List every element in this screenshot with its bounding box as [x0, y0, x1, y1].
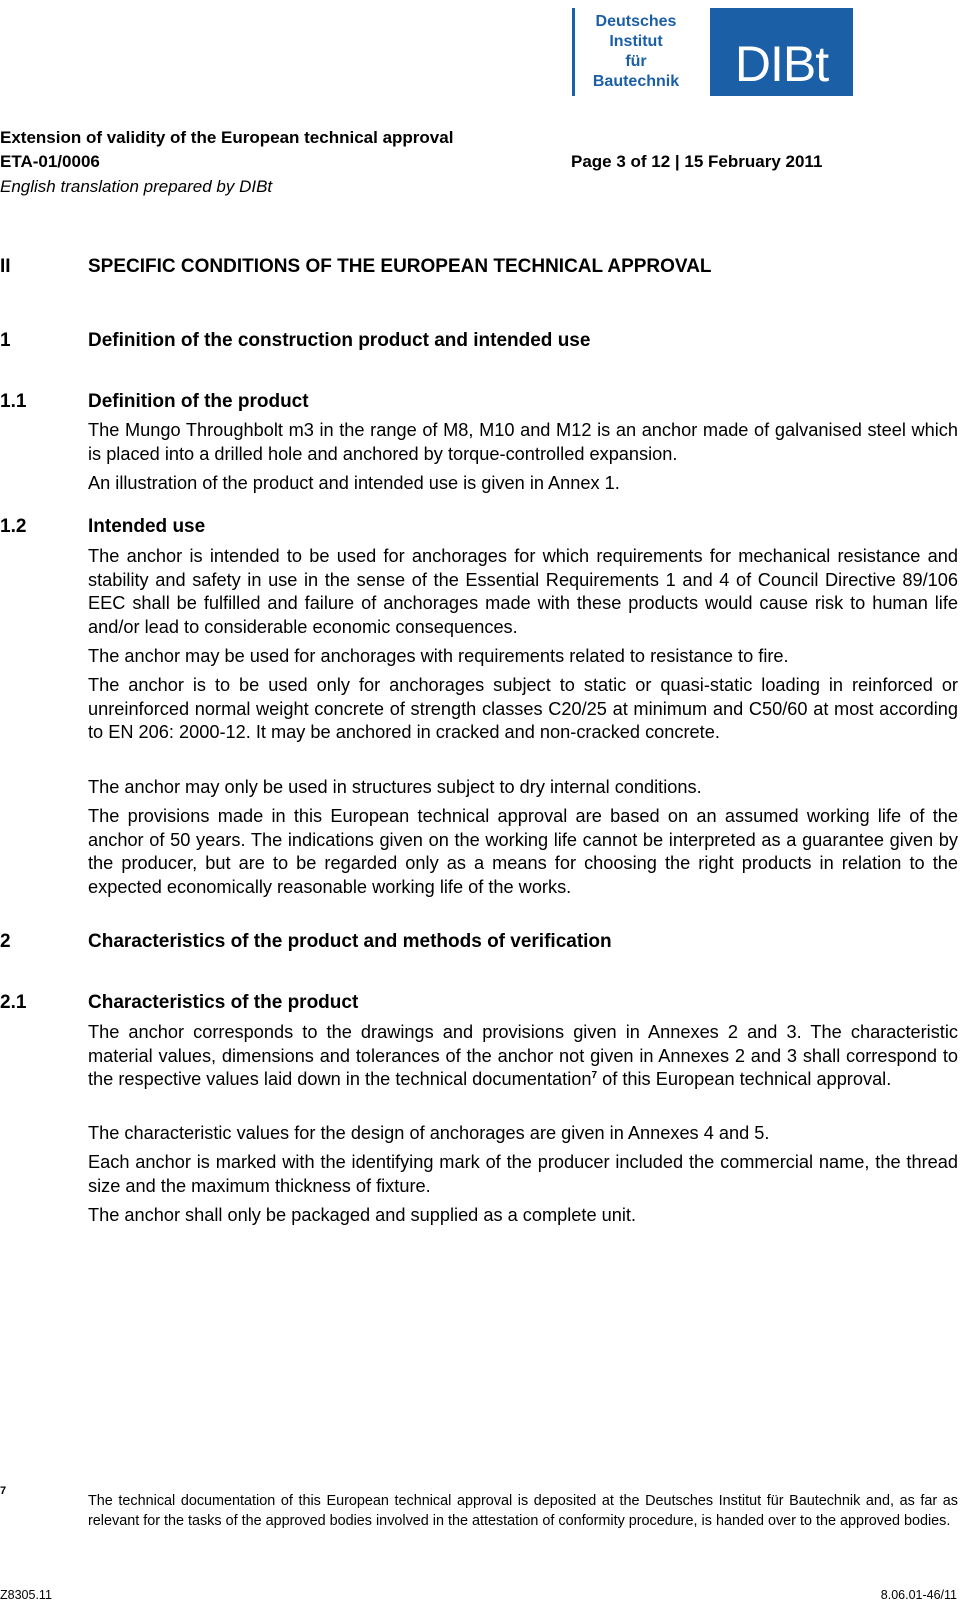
- dibt-logo: [570, 6, 856, 96]
- paragraph: The characteristic values for the design of anchorages are given in Annexes 4 and 5.: [88, 1123, 770, 1143]
- section-2-1-number: 2.1: [0, 992, 27, 1013]
- paragraph: The anchor is to be used only for anchorages subject to static or quasi-static loading in reinforced or unreinforced normal weight concrete of strength classes C20/25 at minimum and C50/60 at most according to EN 206: 2000-12. It may be anchored in cracked and non-cracked concrete.: [88, 675, 958, 742]
- footnote-number: 7: [0, 1485, 7, 1497]
- paragraph-text: The anchor corresponds to the drawings and provisions given in Annexes 2 and 3. The characteristic material values, dimensions and tolerances of the anchor not given in Annexes 2 and 3 shall correspond to the respective values laid down in the technical documentation: [88, 1022, 958, 1089]
- paragraph: The anchor may only be used in structures subject to dry internal conditions.: [88, 777, 702, 797]
- footer-right: 8.06.01-46/11: [880, 1588, 957, 1602]
- paragraph: The Mungo Throughbolt m3 in the range of M8, M10 and M12 is an anchor made of galvanised steel which is placed into a drilled hole and anchored by torque-controlled expansion.: [88, 420, 958, 464]
- section-2-number: 2: [0, 931, 11, 952]
- eta-number: ETA-01/0006: [0, 152, 100, 171]
- logo-words: [584, 12, 688, 92]
- paragraph: The anchor shall only be packaged and supplied as a complete unit.: [88, 1205, 637, 1225]
- section-1-number: 1: [0, 330, 11, 351]
- paragraph-text: of this European technical approval.: [597, 1069, 892, 1089]
- paragraph: [88, 1021, 958, 1092]
- section-2-1-title: Characteristics of the product: [88, 992, 359, 1013]
- logo-mark-box: [710, 8, 853, 96]
- paragraph: The provisions made in this European technical approval are based on an assumed working life of the anchor of 50 years. The indications given on the working life cannot be interpreted as a guarantee given by the producer, but are to be regarded only as a means for choosing the right products in relation to the expected economically reasonable working life of the works.: [88, 806, 958, 897]
- logo-mark: DIBt: [734, 36, 829, 92]
- logo-word: Bautechnik: [592, 73, 680, 90]
- paragraph: An illustration of the product and intended use is given in Annex 1.: [88, 473, 620, 493]
- paragraph: Each anchor is marked with the identifying mark of the producer included the commercial name, the thread size and the maximum thickness of fixture.: [88, 1152, 958, 1196]
- section-II-number: II: [0, 256, 11, 277]
- section-1-1-number: 1.1: [0, 391, 27, 412]
- section-1-2-number: 1.2: [0, 516, 27, 537]
- section-1-1-title: Definition of the product: [88, 391, 309, 412]
- section-1-2-title: Intended use: [88, 516, 206, 537]
- doc-title: Extension of validity of the European technical approval: [0, 128, 454, 147]
- logo-divider: [572, 8, 575, 96]
- paragraph: The anchor may be used for anchorages with requirements related to resistance to fire.: [88, 646, 789, 666]
- footnote-text: The technical documentation of this European technical approval is deposited at the Deutsches Institut für Bautechnik and, as far as relevant for the tasks of the approved bodies involved in the attestation of conformity procedure, is handed over to the approved bodies.: [88, 1493, 958, 1529]
- logo-word: Institut: [609, 33, 663, 50]
- section-II-title: SPECIFIC CONDITIONS OF THE EUROPEAN TECHNICAL APPROVAL: [88, 256, 712, 277]
- logo-word: für: [625, 53, 647, 70]
- section-1-title: Definition of the construction product and intended use: [88, 330, 591, 351]
- footnote-ref: 7: [591, 1070, 598, 1081]
- section-2-title: Characteristics of the product and methods of verification: [88, 931, 612, 952]
- paragraph: The anchor is intended to be used for anchorages for which requirements for mechanical resistance and stability and safety in use in the sense of the Essential Requirements 1 and 4 of Council Directive 89/106 EEC shall be fulfilled and failure of anchorages made with these products would cause risk to human life and/or lead to considerable economic consequences.: [88, 546, 958, 637]
- logo-word: Deutsches: [595, 13, 677, 30]
- translation-note: English translation prepared by DIBt: [0, 177, 273, 196]
- page-info: Page 3 of 12 | 15 February 2011: [571, 152, 823, 171]
- footer-left: Z8305.11: [0, 1588, 52, 1602]
